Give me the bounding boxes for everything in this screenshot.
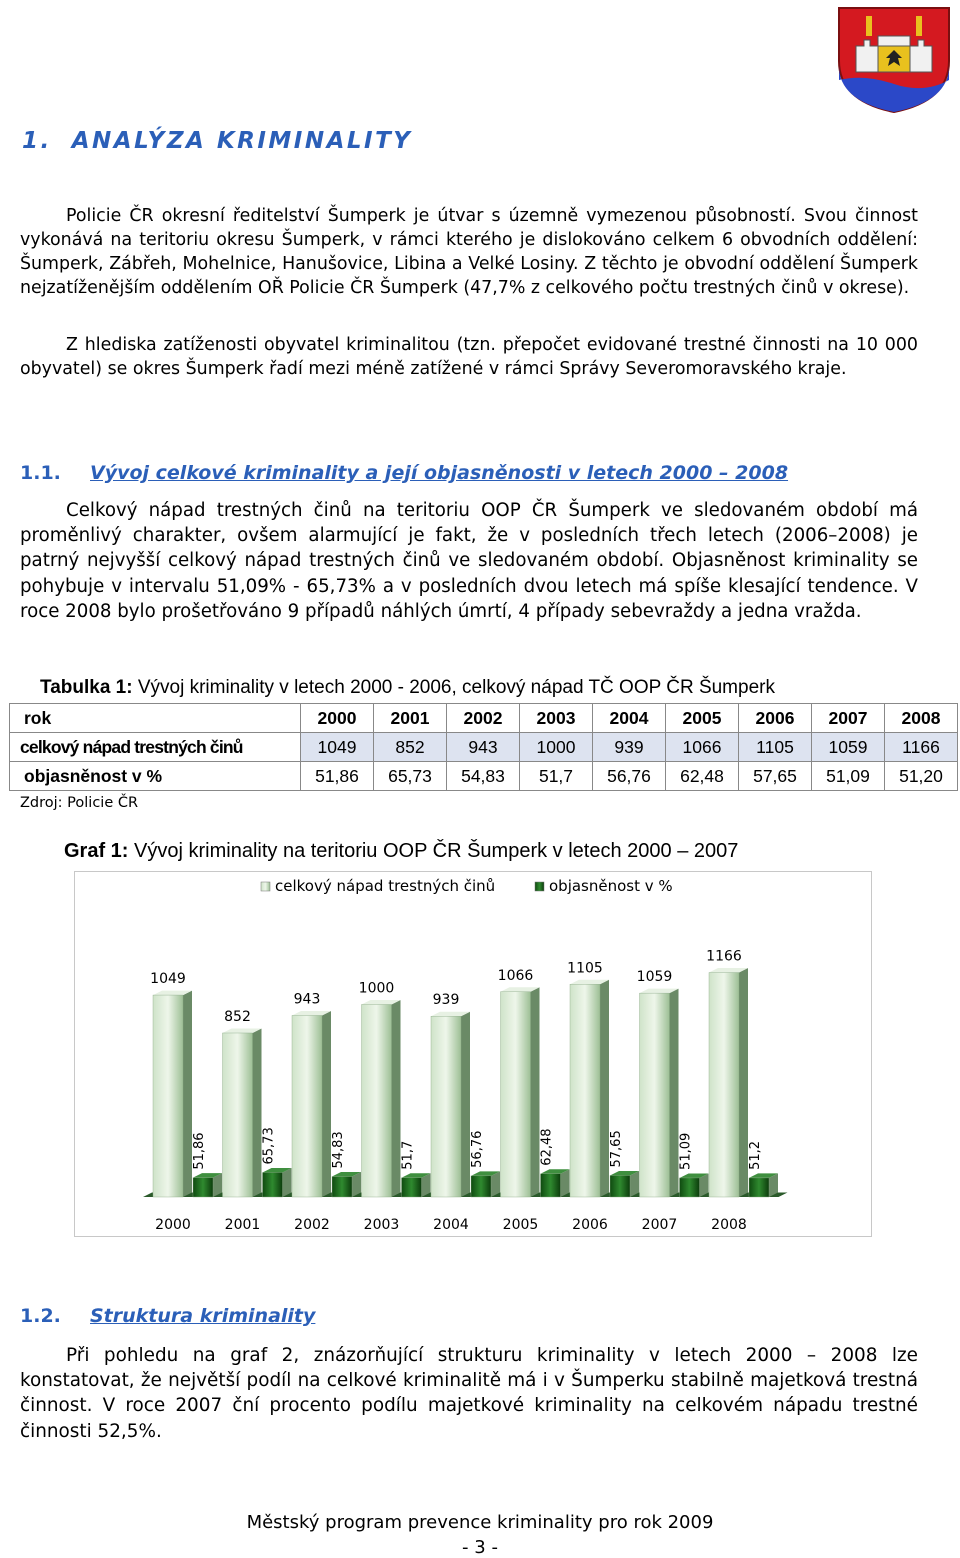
table-row bbox=[10, 704, 958, 733]
count-cell: 1000 bbox=[520, 733, 593, 762]
x-tick-label: 2006 bbox=[572, 1217, 608, 1233]
bar-rate bbox=[541, 1174, 561, 1197]
bar-rate bbox=[263, 1172, 283, 1197]
data-label-rate: 51,86 bbox=[192, 1132, 207, 1170]
data-label-total: 939 bbox=[432, 992, 460, 1009]
bar-rate bbox=[332, 1177, 352, 1197]
data-label-total: 1000 bbox=[358, 980, 395, 997]
rate-cell: 65,73 bbox=[374, 762, 447, 791]
bar-rate bbox=[402, 1178, 422, 1197]
rate-cell: 51,7 bbox=[520, 762, 593, 791]
chapter-number: 1. bbox=[22, 128, 52, 154]
crime-table bbox=[9, 703, 958, 791]
year-cell: 2005 bbox=[666, 704, 739, 733]
x-tick-label: 2002 bbox=[294, 1217, 330, 1233]
bar-total bbox=[570, 984, 600, 1197]
bar-rate-side bbox=[561, 1169, 570, 1197]
bar-total bbox=[431, 1016, 461, 1197]
bar-total-side bbox=[531, 987, 540, 1197]
year-cell: 2007 bbox=[812, 704, 885, 733]
graph-caption bbox=[64, 840, 738, 863]
rate-cell: 51,86 bbox=[301, 762, 374, 791]
section-1-1-text: Celkový nápad trestných činů na teritoriu OOP ČR Šumperk ve sledovaném období má proměnlivý charakter, ovšem alarmující je fakt, že v posledních třech letech (2006–2008) je patrný nejvyšší celkový nápad trestných činů ve sledovaném období. Objasněnost kriminality se pohybuje v intervalu 51,09% - 65,73% a v posledních dvou letech má spíše klesající tendence. V roce 2008 bylo prošetřováno 9 případů náhlých úmrtí, 4 případy sebevraždy a jedna vražda. bbox=[20, 500, 918, 622]
data-label-rate: 54,83 bbox=[331, 1131, 346, 1169]
bar-total bbox=[153, 995, 183, 1197]
data-label-rate: 56,76 bbox=[470, 1130, 485, 1168]
data-label-total: 1049 bbox=[150, 971, 186, 988]
table-row bbox=[10, 733, 958, 762]
section-heading-1-2 bbox=[20, 1305, 315, 1327]
bar-total bbox=[640, 993, 670, 1197]
bar-rate-side bbox=[491, 1171, 500, 1197]
section-number: 1.2. bbox=[20, 1305, 61, 1327]
rate-cell: 51,20 bbox=[885, 762, 958, 791]
section-heading-1-1 bbox=[20, 462, 788, 484]
x-tick-label: 2004 bbox=[433, 1217, 469, 1233]
count-cell: 852 bbox=[374, 733, 447, 762]
bar-rate bbox=[471, 1176, 491, 1197]
page-number: - 3 - bbox=[462, 1537, 498, 1558]
year-cell: 2001 bbox=[374, 704, 447, 733]
data-label-rate: 51,09 bbox=[678, 1132, 694, 1170]
rate-cell: 57,65 bbox=[739, 762, 812, 791]
bar-rate bbox=[680, 1178, 700, 1197]
data-label-rate: 65,73 bbox=[261, 1127, 277, 1165]
rate-cell: 56,76 bbox=[593, 762, 666, 791]
graph-caption-label: Graf 1: bbox=[64, 840, 129, 862]
data-label-total: 943 bbox=[293, 991, 321, 1008]
section-number: 1.1. bbox=[20, 462, 61, 484]
data-label-rate: 57,65 bbox=[609, 1130, 624, 1168]
count-cell: 1059 bbox=[812, 733, 885, 762]
table-source: Zdroj: Policie ČR bbox=[20, 795, 139, 811]
count-cell: 1049 bbox=[301, 733, 374, 762]
count-cell: 943 bbox=[447, 733, 520, 762]
year-cell: 2004 bbox=[593, 704, 666, 733]
chart-frame bbox=[74, 871, 872, 1237]
bar-total-side bbox=[392, 1000, 401, 1197]
data-label-rate: 62,48 bbox=[539, 1128, 555, 1166]
graph-caption-text: Vývoj kriminality na teritoriu OOP ČR Šumperk v letech 2000 – 2007 bbox=[128, 840, 739, 862]
count-cell: 939 bbox=[593, 733, 666, 762]
x-tick-label: 2007 bbox=[641, 1217, 678, 1233]
bar-total bbox=[709, 973, 739, 1197]
year-cell: 2003 bbox=[520, 704, 593, 733]
data-label-rate: 51,2 bbox=[748, 1140, 763, 1170]
data-label-rate: 51,7 bbox=[400, 1140, 416, 1170]
bar-total bbox=[362, 1005, 392, 1198]
city-coat-of-arms-icon bbox=[834, 6, 954, 114]
rate-cell: 51,09 bbox=[812, 762, 885, 791]
intro-paragraph-1: Policie ČR okresní ředitelství Šumperk je útvar s územně vymezenou působností. Svou činnost vykonává na teritoriu okresu Šumperk, v rámci kterého je dislokováno celkem 6 obvodních oddělení: Šumperk, Zábřeh, Mohelnice, Hanušovice, Libina a Velké Losiny. Z těchto je obvodní oddělení Šumperk nejzatíženějším oddělením OŘ Policie ČR Šumperk (47,7% z celkového počtu trestných činů v okrese). bbox=[20, 206, 918, 298]
data-label-total: 1066 bbox=[497, 967, 534, 984]
count-cell: 1105 bbox=[739, 733, 812, 762]
bar-rate bbox=[193, 1178, 213, 1197]
row-label-rate: objasněnost v % bbox=[10, 762, 301, 791]
section-title: Vývoj celkové kriminality a její objasněnosti v letech 2000 – 2008 bbox=[90, 462, 789, 484]
data-label-total: 1166 bbox=[706, 948, 742, 965]
legend-swatch bbox=[261, 882, 270, 891]
section-1-2-text: Při pohledu na graf 2, znázorňující strukturu kriminality v letech 2000 – 2008 lze konstatovat, že největší podíl na celkové kriminalitě má i v Šumperku stabilně majetková trestná činnost. V roce 2007 ční procento podílu majetkové kriminality na celkovém nápadu trestné činnosti 52,5%. bbox=[20, 1345, 918, 1442]
bar-total-side bbox=[600, 980, 609, 1197]
count-cell: 1166 bbox=[885, 733, 958, 762]
data-label-total: 1105 bbox=[567, 960, 603, 977]
rate-cell: 62,48 bbox=[666, 762, 739, 791]
rate-cell: 54,83 bbox=[447, 762, 520, 791]
bar-total-side bbox=[739, 968, 748, 1197]
year-cell: 2000 bbox=[301, 704, 374, 733]
section-title: Struktura kriminality bbox=[90, 1305, 316, 1327]
bar-total-side bbox=[253, 1028, 262, 1197]
row-label-count: celkový nápad trestných činů bbox=[10, 733, 301, 762]
data-label-total: 1059 bbox=[636, 969, 673, 986]
data-label-total: 852 bbox=[224, 1008, 251, 1025]
year-cell: 2006 bbox=[739, 704, 812, 733]
year-cell: 2002 bbox=[447, 704, 520, 733]
chapter-heading bbox=[22, 128, 412, 154]
bar-rate-side bbox=[630, 1171, 639, 1197]
bar-total bbox=[223, 1033, 253, 1197]
bar-total-side bbox=[183, 991, 192, 1197]
bar-total bbox=[501, 992, 531, 1197]
chapter-title: ANALÝZA KRIMINALITY bbox=[71, 128, 413, 154]
table-caption bbox=[40, 677, 775, 699]
x-tick-label: 2000 bbox=[155, 1217, 191, 1233]
bar-total-side bbox=[461, 1012, 470, 1197]
bar-total-side bbox=[670, 989, 679, 1197]
bar-total bbox=[292, 1015, 322, 1197]
bar-rate-side bbox=[283, 1168, 292, 1197]
x-tick-label: 2008 bbox=[711, 1217, 747, 1233]
x-tick-label: 2005 bbox=[502, 1217, 539, 1233]
table-row bbox=[10, 762, 958, 791]
bar-rate bbox=[610, 1176, 630, 1197]
legend-label: objasněnost v % bbox=[549, 877, 673, 895]
bar-rate bbox=[749, 1178, 769, 1197]
year-cell: 2008 bbox=[885, 704, 958, 733]
intro-paragraph-2: Z hlediska zatíženosti obyvatel kriminalitou (tzn. přepočet evidované trestné činnosti na 10 000 obyvatel) se okres Šumperk řadí mezi méně zatížené v rámci Správy Severomoravského kraje. bbox=[20, 335, 918, 379]
crime-bar-chart bbox=[75, 872, 871, 1236]
legend-label: celkový nápad trestných činů bbox=[275, 877, 496, 895]
bar-total-side bbox=[322, 1011, 331, 1197]
table-caption-text: Vývoj kriminality v letech 2000 - 2006, celkový nápad TČ OOP ČR Šumperk bbox=[132, 677, 775, 698]
table-caption-label: Tabulka 1: bbox=[40, 677, 133, 698]
legend-swatch bbox=[535, 882, 544, 891]
x-tick-label: 2003 bbox=[363, 1217, 400, 1233]
x-tick-label: 2001 bbox=[224, 1217, 261, 1233]
count-cell: 1066 bbox=[666, 733, 739, 762]
footer-program: Městský program prevence kriminality pro rok 2009 bbox=[246, 1512, 714, 1533]
row-label-year: rok bbox=[10, 704, 301, 733]
